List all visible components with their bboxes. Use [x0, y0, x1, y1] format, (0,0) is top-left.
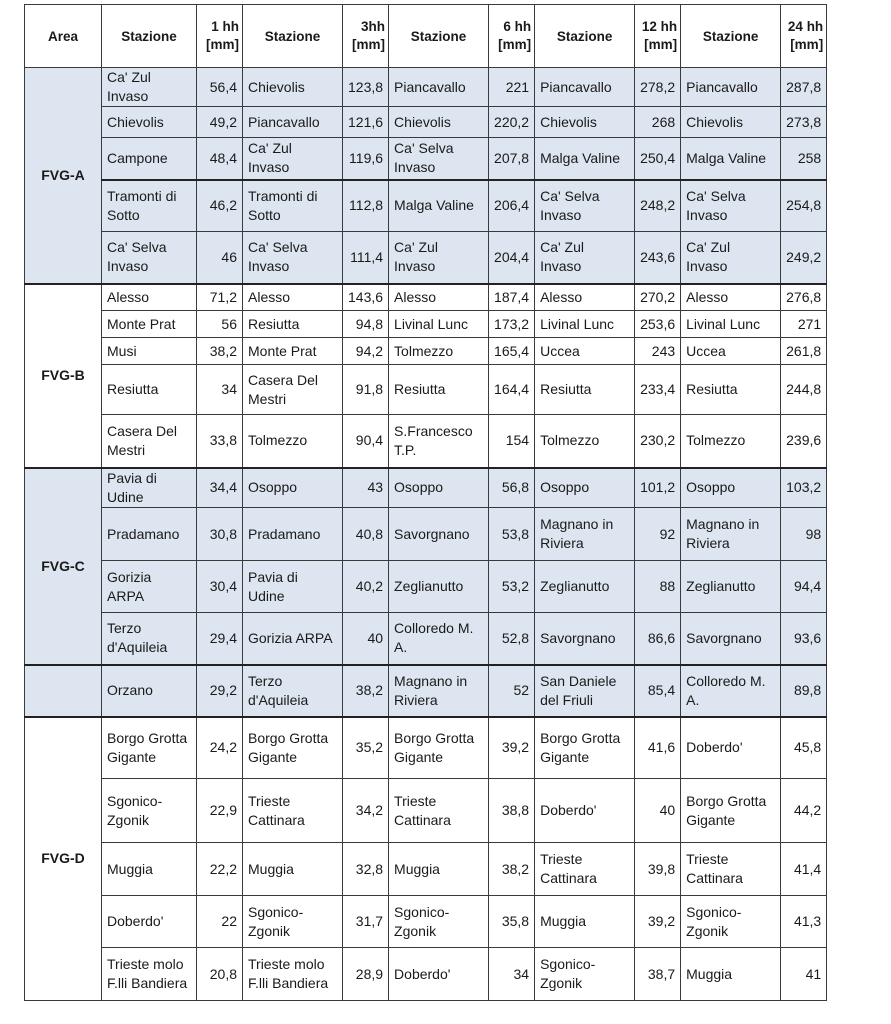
station-cell: Resiutta: [243, 311, 343, 338]
value-cell: 94,4: [781, 561, 827, 613]
value-cell: 34,2: [343, 779, 389, 843]
table-row: [25, 665, 827, 717]
header-station-1h: Stazione: [102, 5, 197, 68]
station-cell: Doberdo': [681, 717, 781, 779]
value-cell: 173,2: [489, 311, 535, 338]
value-cell: 41,4: [781, 843, 827, 896]
station-cell: Chievolis: [535, 107, 635, 138]
station-cell: Sgonico-Zgonik: [102, 779, 197, 843]
value-cell: 103,2: [781, 468, 827, 508]
value-cell: 243: [635, 338, 681, 365]
station-cell: Terzo d'Aquileia: [102, 613, 197, 665]
value-cell: 38,2: [197, 338, 243, 365]
table-row: [25, 311, 827, 338]
rainfall-table: [24, 4, 827, 1001]
value-cell: 41,3: [781, 896, 827, 948]
table-row: [25, 180, 827, 232]
value-cell: 35,8: [489, 896, 535, 948]
station-cell: Tolmezzo: [535, 415, 635, 468]
value-cell: 22: [197, 896, 243, 948]
station-cell: Alesso: [102, 284, 197, 311]
value-cell: 112,8: [343, 180, 389, 232]
station-cell: Casera Del Mestri: [102, 415, 197, 468]
table-row: [25, 717, 827, 779]
station-cell: Sgonico-Zgonik: [681, 896, 781, 948]
value-cell: 38,2: [489, 843, 535, 896]
value-cell: 39,8: [635, 843, 681, 896]
station-cell: Resiutta: [681, 365, 781, 415]
value-cell: 39,2: [489, 717, 535, 779]
station-cell: Sgonico-Zgonik: [243, 896, 343, 948]
value-cell: 24,2: [197, 717, 243, 779]
station-cell: Pradamano: [102, 508, 197, 561]
station-cell: Monte Prat: [243, 338, 343, 365]
station-cell: Resiutta: [389, 365, 489, 415]
station-cell: Ca' Zul Invaso: [681, 232, 781, 284]
value-cell: 22,9: [197, 779, 243, 843]
value-cell: 34: [197, 365, 243, 415]
value-cell: 22,2: [197, 843, 243, 896]
value-cell: 220,2: [489, 107, 535, 138]
station-cell: Alesso: [535, 284, 635, 311]
value-cell: 85,4: [635, 665, 681, 717]
header-station-24h: Stazione: [681, 5, 781, 68]
value-cell: 29,2: [197, 665, 243, 717]
station-cell: Savorgnano: [535, 613, 635, 665]
value-cell: 187,4: [489, 284, 535, 311]
station-cell: Gorizia ARPA: [102, 561, 197, 613]
station-cell: San Daniele del Friuli: [535, 665, 635, 717]
station-cell: Terzo d'Aquileia: [243, 665, 343, 717]
station-cell: Chievolis: [681, 107, 781, 138]
value-cell: 261,8: [781, 338, 827, 365]
table-row: [25, 138, 827, 180]
header-duration-3h: 3hh [mm]: [343, 5, 389, 68]
value-cell: 56,8: [489, 468, 535, 508]
station-cell: Ca' Selva Invaso: [243, 232, 343, 284]
station-cell: Uccea: [681, 338, 781, 365]
value-cell: 39,2: [635, 896, 681, 948]
station-cell: Livinal Lunc: [389, 311, 489, 338]
value-cell: 41: [781, 948, 827, 1001]
table-row: [25, 896, 827, 948]
station-cell: Tolmezzo: [243, 415, 343, 468]
value-cell: 154: [489, 415, 535, 468]
station-cell: Osoppo: [389, 468, 489, 508]
station-cell: Trieste molo F.lli Bandiera: [102, 948, 197, 1001]
value-cell: 31,7: [343, 896, 389, 948]
station-cell: Borgo Grotta Gigante: [681, 779, 781, 843]
area-label-fvg-a: FVG-A: [25, 68, 102, 284]
area-label-fvg-b: FVG-B: [25, 284, 102, 468]
value-cell: 92: [635, 508, 681, 561]
value-cell: 270,2: [635, 284, 681, 311]
value-cell: 56: [197, 311, 243, 338]
value-cell: 221: [489, 68, 535, 107]
station-cell: Magnano in Riviera: [681, 508, 781, 561]
station-cell: Muggia: [389, 843, 489, 896]
station-cell: Borgo Grotta Gigante: [102, 717, 197, 779]
value-cell: 46: [197, 232, 243, 284]
station-cell: Tramonti di Sotto: [102, 180, 197, 232]
station-cell: Malga Valine: [389, 180, 489, 232]
table-row: [25, 843, 827, 896]
station-cell: S.Francesco T.P.: [389, 415, 489, 468]
station-cell: Trieste Cattinara: [535, 843, 635, 896]
value-cell: 276,8: [781, 284, 827, 311]
value-cell: 244,8: [781, 365, 827, 415]
station-cell: Osoppo: [681, 468, 781, 508]
station-cell: Tolmezzo: [681, 415, 781, 468]
station-cell: Ca' Zul Invaso: [535, 232, 635, 284]
station-cell: Campone: [102, 138, 197, 180]
area-label-fvg-c: FVG-C: [25, 468, 102, 665]
value-cell: 123,8: [343, 68, 389, 107]
value-cell: 43: [343, 468, 389, 508]
station-cell: Muggia: [681, 948, 781, 1001]
value-cell: 91,8: [343, 365, 389, 415]
station-cell: Trieste Cattinara: [243, 779, 343, 843]
value-cell: 40: [635, 779, 681, 843]
header-station-12h: Stazione: [535, 5, 635, 68]
value-cell: 94,2: [343, 338, 389, 365]
value-cell: 45,8: [781, 717, 827, 779]
table-row: [25, 284, 827, 311]
station-cell: Piancavallo: [535, 68, 635, 107]
value-cell: 38,2: [343, 665, 389, 717]
value-cell: 93,6: [781, 613, 827, 665]
value-cell: 230,2: [635, 415, 681, 468]
station-cell: Pradamano: [243, 508, 343, 561]
area-label-empty: [25, 665, 102, 717]
station-cell: Chievolis: [243, 68, 343, 107]
station-cell: Borgo Grotta Gigante: [535, 717, 635, 779]
value-cell: 38,7: [635, 948, 681, 1001]
table-row: [25, 415, 827, 468]
station-cell: Piancavallo: [389, 68, 489, 107]
station-cell: Piancavallo: [243, 107, 343, 138]
value-cell: 44,2: [781, 779, 827, 843]
value-cell: 165,4: [489, 338, 535, 365]
value-cell: 35,2: [343, 717, 389, 779]
station-cell: Gorizia ARPA: [243, 613, 343, 665]
station-cell: Doberdo': [389, 948, 489, 1001]
station-cell: Zeglianutto: [681, 561, 781, 613]
station-cell: Zeglianutto: [535, 561, 635, 613]
value-cell: 278,2: [635, 68, 681, 107]
value-cell: 271: [781, 311, 827, 338]
header-duration-1h: 1 hh [mm]: [197, 5, 243, 68]
value-cell: 56,4: [197, 68, 243, 107]
station-cell: Tramonti di Sotto: [243, 180, 343, 232]
value-cell: 119,6: [343, 138, 389, 180]
value-cell: 111,4: [343, 232, 389, 284]
station-cell: Zeglianutto: [389, 561, 489, 613]
station-cell: Pavia di Udine: [243, 561, 343, 613]
station-cell: Ca' Selva Invaso: [102, 232, 197, 284]
table-row: [25, 107, 827, 138]
station-cell: Colloredo M. A.: [681, 665, 781, 717]
value-cell: 94,8: [343, 311, 389, 338]
value-cell: 86,6: [635, 613, 681, 665]
station-cell: Muggia: [243, 843, 343, 896]
station-cell: Magnano in Riviera: [389, 665, 489, 717]
table-body: [25, 68, 827, 1001]
value-cell: 98: [781, 508, 827, 561]
station-cell: Livinal Lunc: [681, 311, 781, 338]
station-cell: Malga Valine: [681, 138, 781, 180]
value-cell: 52: [489, 665, 535, 717]
station-cell: Orzano: [102, 665, 197, 717]
station-cell: Magnano in Riviera: [535, 508, 635, 561]
value-cell: 53,8: [489, 508, 535, 561]
value-cell: 33,8: [197, 415, 243, 468]
table-row: [25, 232, 827, 284]
station-cell: Pavia di Udine: [102, 468, 197, 508]
value-cell: 30,8: [197, 508, 243, 561]
value-cell: 53,2: [489, 561, 535, 613]
value-cell: 90,4: [343, 415, 389, 468]
table-row: [25, 508, 827, 561]
value-cell: 268: [635, 107, 681, 138]
value-cell: 41,6: [635, 717, 681, 779]
table-row: [25, 948, 827, 1001]
header-station-3h: Stazione: [243, 5, 343, 68]
header-area: Area: [25, 5, 102, 68]
value-cell: 28,9: [343, 948, 389, 1001]
value-cell: 49,2: [197, 107, 243, 138]
station-cell: Chievolis: [102, 107, 197, 138]
station-cell: Ca' Zul Invaso: [243, 138, 343, 180]
station-cell: Muggia: [535, 896, 635, 948]
station-cell: Uccea: [535, 338, 635, 365]
value-cell: 48,4: [197, 138, 243, 180]
value-cell: 121,6: [343, 107, 389, 138]
value-cell: 40,2: [343, 561, 389, 613]
value-cell: 249,2: [781, 232, 827, 284]
value-cell: 40,8: [343, 508, 389, 561]
header-row: [25, 5, 827, 68]
value-cell: 46,2: [197, 180, 243, 232]
station-cell: Alesso: [681, 284, 781, 311]
station-cell: Livinal Lunc: [535, 311, 635, 338]
header-station-6h: Stazione: [389, 5, 489, 68]
header-duration-24h: 24 hh [mm]: [781, 5, 827, 68]
station-cell: Ca' Selva Invaso: [389, 138, 489, 180]
table-row: [25, 561, 827, 613]
station-cell: Tolmezzo: [389, 338, 489, 365]
station-cell: Muggia: [102, 843, 197, 896]
table-row: [25, 779, 827, 843]
station-cell: Colloredo M. A.: [389, 613, 489, 665]
table-row: [25, 365, 827, 415]
station-cell: Trieste Cattinara: [389, 779, 489, 843]
value-cell: 34,4: [197, 468, 243, 508]
station-cell: Ca' Zul Invaso: [389, 232, 489, 284]
station-cell: Alesso: [243, 284, 343, 311]
value-cell: 207,8: [489, 138, 535, 180]
value-cell: 287,8: [781, 68, 827, 107]
station-cell: Osoppo: [535, 468, 635, 508]
value-cell: 101,2: [635, 468, 681, 508]
header-duration-12h: 12 hh [mm]: [635, 5, 681, 68]
header-duration-6h: 6 hh [mm]: [489, 5, 535, 68]
value-cell: 89,8: [781, 665, 827, 717]
table-row: [25, 613, 827, 665]
value-cell: 20,8: [197, 948, 243, 1001]
value-cell: 258: [781, 138, 827, 180]
station-cell: Trieste Cattinara: [681, 843, 781, 896]
value-cell: 52,8: [489, 613, 535, 665]
value-cell: 34: [489, 948, 535, 1001]
station-cell: Chievolis: [389, 107, 489, 138]
value-cell: 164,4: [489, 365, 535, 415]
value-cell: 254,8: [781, 180, 827, 232]
station-cell: Monte Prat: [102, 311, 197, 338]
value-cell: 38,8: [489, 779, 535, 843]
value-cell: 248,2: [635, 180, 681, 232]
value-cell: 88: [635, 561, 681, 613]
value-cell: 204,4: [489, 232, 535, 284]
station-cell: Malga Valine: [535, 138, 635, 180]
station-cell: Alesso: [389, 284, 489, 311]
station-cell: Osoppo: [243, 468, 343, 508]
value-cell: 206,4: [489, 180, 535, 232]
value-cell: 243,6: [635, 232, 681, 284]
value-cell: 32,8: [343, 843, 389, 896]
station-cell: Casera Del Mestri: [243, 365, 343, 415]
value-cell: 143,6: [343, 284, 389, 311]
station-cell: Ca' Zul Invaso: [102, 68, 197, 107]
value-cell: 233,4: [635, 365, 681, 415]
station-cell: Sgonico-Zgonik: [389, 896, 489, 948]
station-cell: Doberdo': [102, 896, 197, 948]
value-cell: 239,6: [781, 415, 827, 468]
value-cell: 250,4: [635, 138, 681, 180]
station-cell: Piancavallo: [681, 68, 781, 107]
area-label-fvg-d: FVG-D: [25, 717, 102, 1001]
value-cell: 273,8: [781, 107, 827, 138]
station-cell: Savorgnano: [389, 508, 489, 561]
station-cell: Trieste molo F.lli Bandiera: [243, 948, 343, 1001]
station-cell: Ca' Selva Invaso: [681, 180, 781, 232]
station-cell: Doberdo': [535, 779, 635, 843]
station-cell: Resiutta: [535, 365, 635, 415]
value-cell: 71,2: [197, 284, 243, 311]
value-cell: 40: [343, 613, 389, 665]
value-cell: 29,4: [197, 613, 243, 665]
value-cell: 253,6: [635, 311, 681, 338]
station-cell: Savorgnano: [681, 613, 781, 665]
station-cell: Borgo Grotta Gigante: [389, 717, 489, 779]
table-row: [25, 468, 827, 508]
station-cell: Borgo Grotta Gigante: [243, 717, 343, 779]
station-cell: Resiutta: [102, 365, 197, 415]
table-row: [25, 338, 827, 365]
station-cell: Sgonico-Zgonik: [535, 948, 635, 1001]
value-cell: 30,4: [197, 561, 243, 613]
table-row: [25, 68, 827, 107]
station-cell: Musi: [102, 338, 197, 365]
station-cell: Ca' Selva Invaso: [535, 180, 635, 232]
